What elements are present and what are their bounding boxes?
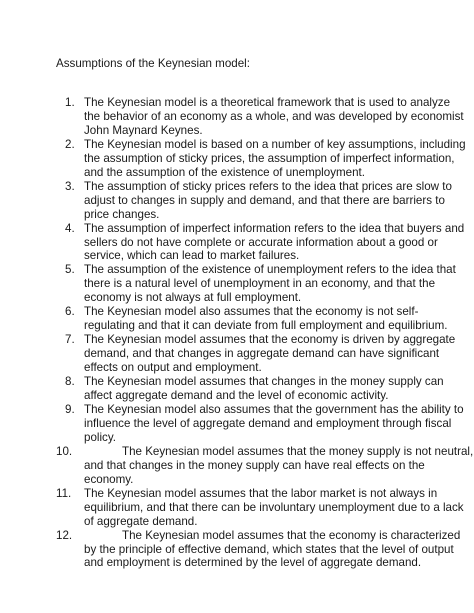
list-item-number: 6. — [65, 305, 75, 319]
list-item-line: The Keynesian model also assumes that the economy is not self- — [84, 305, 419, 319]
list-item-line: economy. — [84, 472, 134, 486]
list-item-text: The Keynesian model assumes that the money supply is not neutral, — [122, 444, 474, 458]
list-item-line: economy is not always at full employment. — [84, 291, 302, 305]
list-item-line: regulating and that it can deviate from full employment and equilibrium. — [84, 319, 448, 333]
list-item-line: The assumption of the existence of unemployment refers to the idea that — [84, 263, 456, 277]
list-item-line: the behavior of an economy as a whole, and was developed by economist — [84, 109, 464, 123]
list-item-number: 8. — [65, 375, 75, 389]
document-title: Assumptions of the Keynesian model: — [56, 57, 250, 70]
list-item-line: and the assumption of the existence of unemployment. — [84, 165, 365, 179]
list-item-line: The assumption of sticky prices refers to the idea that prices are slow to — [84, 179, 452, 193]
list-item-number: 2. — [65, 137, 75, 151]
list-item — [56, 375, 444, 403]
list-item-text: The Keynesian model assumes that the economy is characterized — [122, 528, 461, 542]
list-item-line: of aggregate demand. — [84, 514, 198, 528]
list-item — [56, 444, 474, 487]
list-item-line: affect aggregate demand and the level of economic activity. — [84, 389, 389, 403]
list-item-number: 5. — [65, 263, 75, 277]
list-item-number: 10. — [56, 444, 73, 458]
list-item-number: 7. — [65, 333, 75, 347]
list-item — [56, 333, 456, 375]
list-item — [56, 486, 464, 529]
list-item-line: policy. — [84, 430, 117, 444]
list-item — [56, 96, 464, 138]
list-item-line: by the principle of effective demand, which states that the level of output — [84, 542, 454, 556]
list-item-line: The assumption of imperfect information refers to the idea that buyers and — [84, 221, 465, 235]
list-item-line: adjust to changes in supply and demand, and that there are barriers to — [84, 193, 445, 207]
list-item-number: 11. — [56, 486, 72, 500]
list-item-line: the assumption of sticky prices, the assumption of imperfect information, — [84, 151, 455, 165]
list-item-line: demand, and that changes in aggregate demand can have significant — [84, 347, 440, 361]
list-item-line: there is a natural level of unemployment in an economy, and that the — [84, 277, 436, 291]
list-item-line: effects on output and employment. — [84, 361, 262, 375]
list-item-number: 1. — [65, 96, 75, 109]
list-item-line: service, which can lead to market failures. — [84, 249, 300, 263]
list-item — [56, 179, 452, 222]
list-item-line: and employment is determined by the level of aggregate demand. — [84, 556, 422, 570]
list-item-line: and that changes in the money supply can have real effects on the — [84, 458, 425, 472]
list-item-line: influence the level of aggregate demand and employment through fiscal — [84, 416, 452, 430]
list-item-line: The Keynesian model is based on a number of key assumptions, including — [84, 137, 466, 151]
list-item — [56, 137, 466, 180]
list-item-line: equilibrium, and that there can be involuntary unemployment due to a lack — [84, 500, 464, 514]
list-item-number: 3. — [65, 179, 75, 193]
list-item-line: John Maynard Keynes. — [84, 123, 203, 137]
list-item-line: The Keynesian model assumes that the economy is driven by aggregate — [84, 333, 456, 347]
list-item — [56, 528, 461, 571]
list-item-line: The Keynesian model assumes that the labor market is not always in — [84, 486, 438, 500]
list-item-line — [84, 444, 474, 459]
list-item-line — [84, 528, 461, 543]
list-item — [56, 221, 465, 264]
list-item — [56, 402, 464, 445]
list-item-line: sellers do not have complete or accurate information about a good or — [84, 235, 438, 249]
list-item-line: The Keynesian model assumes that changes in the money supply can — [84, 375, 444, 389]
list-item — [56, 305, 448, 333]
list-item-number: 12. — [56, 528, 73, 542]
list-item-line: The Keynesian model is a theoretical framework that is used to analyze — [84, 96, 451, 109]
list-item-line: price changes. — [84, 207, 160, 221]
list-item-line: The Keynesian model also assumes that the government has the ability to — [84, 402, 464, 416]
list-item-number: 9. — [65, 402, 75, 416]
list-item-number: 4. — [65, 221, 75, 235]
list-item — [56, 263, 456, 305]
assumptions-list — [56, 96, 474, 570]
